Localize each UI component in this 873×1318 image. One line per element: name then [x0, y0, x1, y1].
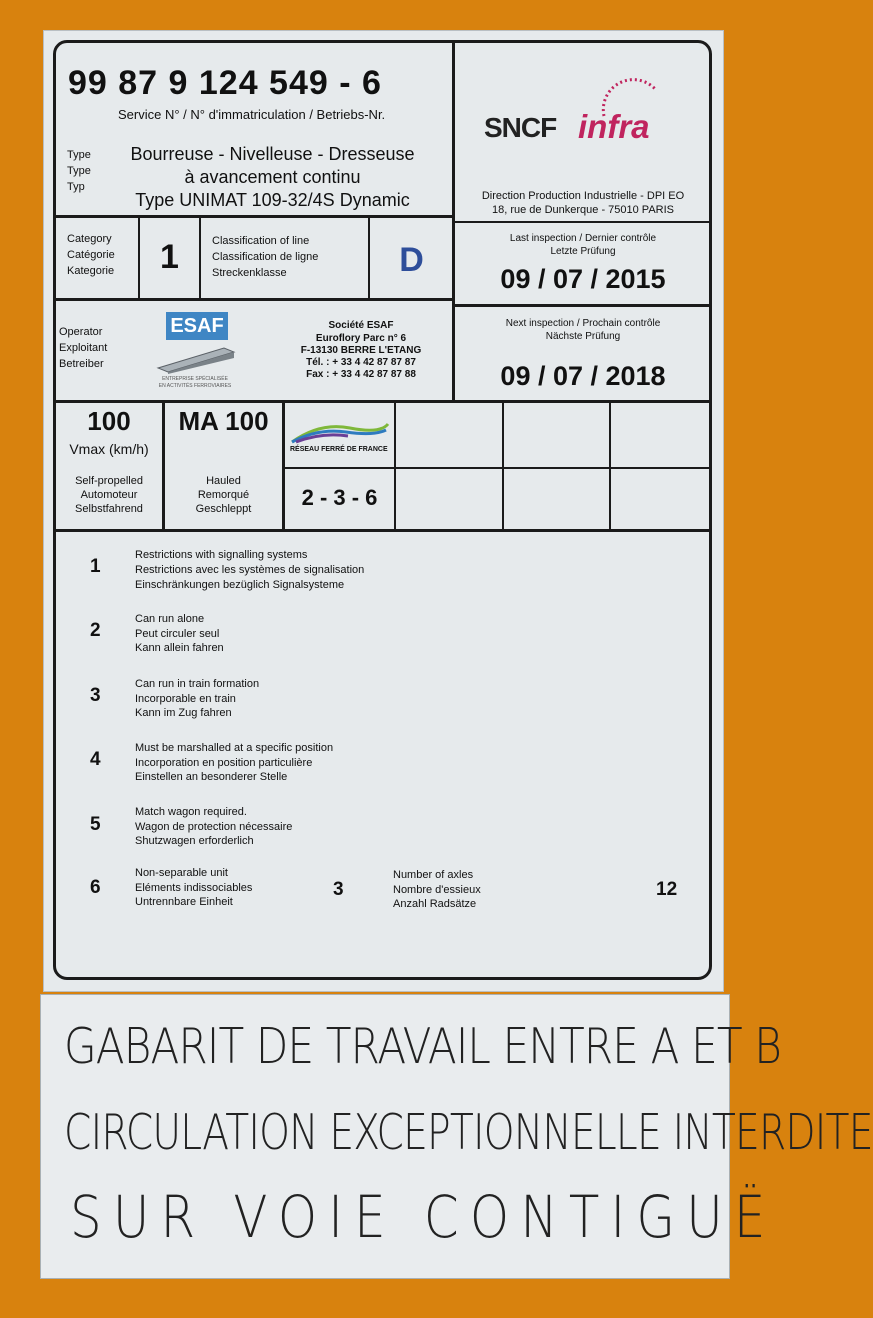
restriction-6-number: 6 [90, 877, 101, 898]
divider-category-operator [54, 298, 452, 301]
restriction-3-en: Can run in train formation [135, 678, 260, 690]
notice-line-1: GABARIT DE TRAVAIL ENTRE A ET B [64, 1018, 782, 1075]
category-label-fr: Catégorie [67, 249, 115, 261]
restriction-2-fr: Peut circuler seul [135, 628, 220, 640]
company-phone: Tél. : + 33 4 42 87 87 87 [306, 357, 416, 368]
axles-label-fr: Nombre d'essieux [393, 884, 481, 896]
restriction-5-de: Shutzwagen erforderlich [135, 835, 254, 847]
divider-cat3 [368, 217, 370, 299]
type-label-en: Type [67, 149, 91, 161]
next-inspection-caption-1: Next inspection / Prochain contrôle [505, 318, 661, 329]
restriction-5-fr: Wagon de protection nécessaire [135, 821, 293, 833]
divider-address-last [455, 221, 710, 223]
type-line-3: Type UNIMAT 109-32/4S Dynamic [135, 190, 410, 210]
rff-logo-icon [290, 418, 390, 444]
infra-logo-text: infra [578, 108, 650, 145]
notice-line-2: CIRCULATION EXCEPTIONNELLE INTERDITE [64, 1104, 873, 1161]
restriction-5-en: Match wagon required. [135, 806, 247, 818]
axles-label-en: Number of axles [393, 869, 474, 881]
esaf-logo-text: ESAF [170, 315, 224, 337]
divider-speed5 [609, 402, 611, 530]
esaf-sub-1: ENTREPRISE SPÉCIALISÉE [162, 376, 228, 382]
restriction-1-number: 1 [90, 556, 101, 577]
category-label-de: Kategorie [67, 265, 115, 277]
company-address-1: Euroflory Parc n° 6 [315, 333, 407, 344]
esaf-logo [166, 312, 228, 340]
restriction-2-de: Kann allein fahren [135, 642, 224, 654]
divider-speed2 [282, 402, 285, 530]
rail-icon [154, 338, 238, 374]
hauled-fr: Remorqué [197, 489, 250, 501]
divider-type-category [54, 215, 452, 218]
operator-label-fr: Exploitant [59, 342, 108, 354]
restriction-6-en: Non-separable unit [135, 867, 228, 879]
operator-label-en: Operator [59, 326, 103, 338]
restriction-4-en: Must be marshalled at a specific position [135, 742, 334, 754]
line-class-label-de: Streckenklasse [212, 267, 287, 279]
restriction-6-fr: Eléments indissociables [135, 882, 253, 894]
restriction-1-de: Einschränkungen bezüglich Signalsysteme [135, 579, 345, 591]
restriction-6-de: Untrennbare Einheit [135, 896, 233, 908]
next-inspection-caption-2: Nächste Prüfung [545, 331, 621, 342]
divider-speed4 [502, 402, 504, 530]
category-label-en: Category [67, 233, 112, 245]
divider-operator-speeds [54, 400, 711, 403]
hauled-speed: MA 100 [178, 406, 269, 436]
restriction-3-de: Kann im Zug fahren [135, 707, 232, 719]
speed-codes: 2 - 3 - 6 [301, 485, 378, 510]
divider-speed-grid [284, 467, 711, 469]
divider-cat2 [199, 217, 201, 299]
type-label-de: Typ [67, 181, 85, 193]
sncf-logo-text: SNCF [484, 112, 557, 143]
restriction-3-number: 3 [90, 685, 101, 706]
registration-number: 99 87 9 124 549 - 6 [68, 64, 382, 102]
axles-count: 12 [656, 879, 678, 900]
hauled-en: Hauled [206, 475, 241, 487]
line-class-value: D [399, 241, 424, 279]
type-line-1: Bourreuse - Nivelleuse - Dresseuse [130, 144, 415, 164]
divider-speeds-restrictions [54, 529, 711, 532]
vmax-label: Vmax (km/h) [69, 441, 149, 457]
address-line-1: Direction Production Industrielle - DPI EO [481, 190, 685, 202]
next-inspection-date: 09 / 07 / 2018 [500, 361, 666, 391]
address-line-2: 18, rue de Dunkerque - 75010 PARIS [491, 204, 675, 216]
restriction-2-en: Can run alone [135, 613, 205, 625]
line-class-label-en: Classification of line [212, 235, 310, 247]
self-propelled-de: Selbstfahrend [75, 503, 143, 515]
last-inspection-caption-2: Letzte Prüfung [550, 246, 616, 257]
divider-speed3 [394, 402, 396, 530]
type-label-fr: Type [67, 165, 91, 177]
vmax-value: 100 [87, 406, 131, 436]
line-class-label-fr: Classification de ligne [212, 251, 319, 263]
axles-label-de: Anzahl Radsätze [393, 898, 477, 910]
type-line-2: à avancement continu [184, 167, 361, 187]
company-name: Société ESAF [328, 320, 394, 331]
registration-caption: Service N° / N° d'immatriculation / Betriebs-Nr. [118, 107, 386, 122]
restriction-2-number: 2 [90, 620, 101, 641]
restriction-4-de: Einstellen an besonderer Stelle [135, 771, 288, 783]
sncf-logo-arc-icon [600, 78, 660, 118]
last-inspection-date: 09 / 07 / 2015 [500, 264, 666, 294]
divider-last-next [455, 304, 710, 307]
restriction-1-en: Restrictions with signalling systems [135, 549, 308, 561]
category-value: 1 [160, 238, 179, 276]
esaf-sub-2: EN ACTIVITÉS FERROVIAIRES [158, 383, 232, 389]
rff-label: RÉSEAU FERRÉ DE FRANCE [290, 446, 388, 453]
company-address-2: F-13130 BERRE L'ETANG [300, 345, 422, 356]
restriction-3-fr: Incorporable en train [135, 693, 236, 705]
restriction-4-number: 4 [90, 749, 101, 770]
company-fax: Fax : + 33 4 42 87 87 88 [306, 369, 416, 380]
self-propelled-fr: Automoteur [80, 489, 138, 501]
operator-label-de: Betreiber [59, 358, 104, 370]
last-inspection-caption-1: Last inspection / Dernier contrôle [509, 233, 657, 244]
notice-line-3: SUR VOIE CONTIGUË [70, 1183, 777, 1251]
restriction-5-number: 5 [90, 814, 101, 835]
hauled-de: Geschleppt [195, 503, 252, 515]
units-count: 3 [333, 879, 344, 900]
restriction-1-fr: Restrictions avec les systèmes de signalisation [135, 564, 365, 576]
restriction-4-fr: Incorporation en position particulière [135, 757, 313, 769]
self-propelled-en: Self-propelled [75, 475, 143, 487]
